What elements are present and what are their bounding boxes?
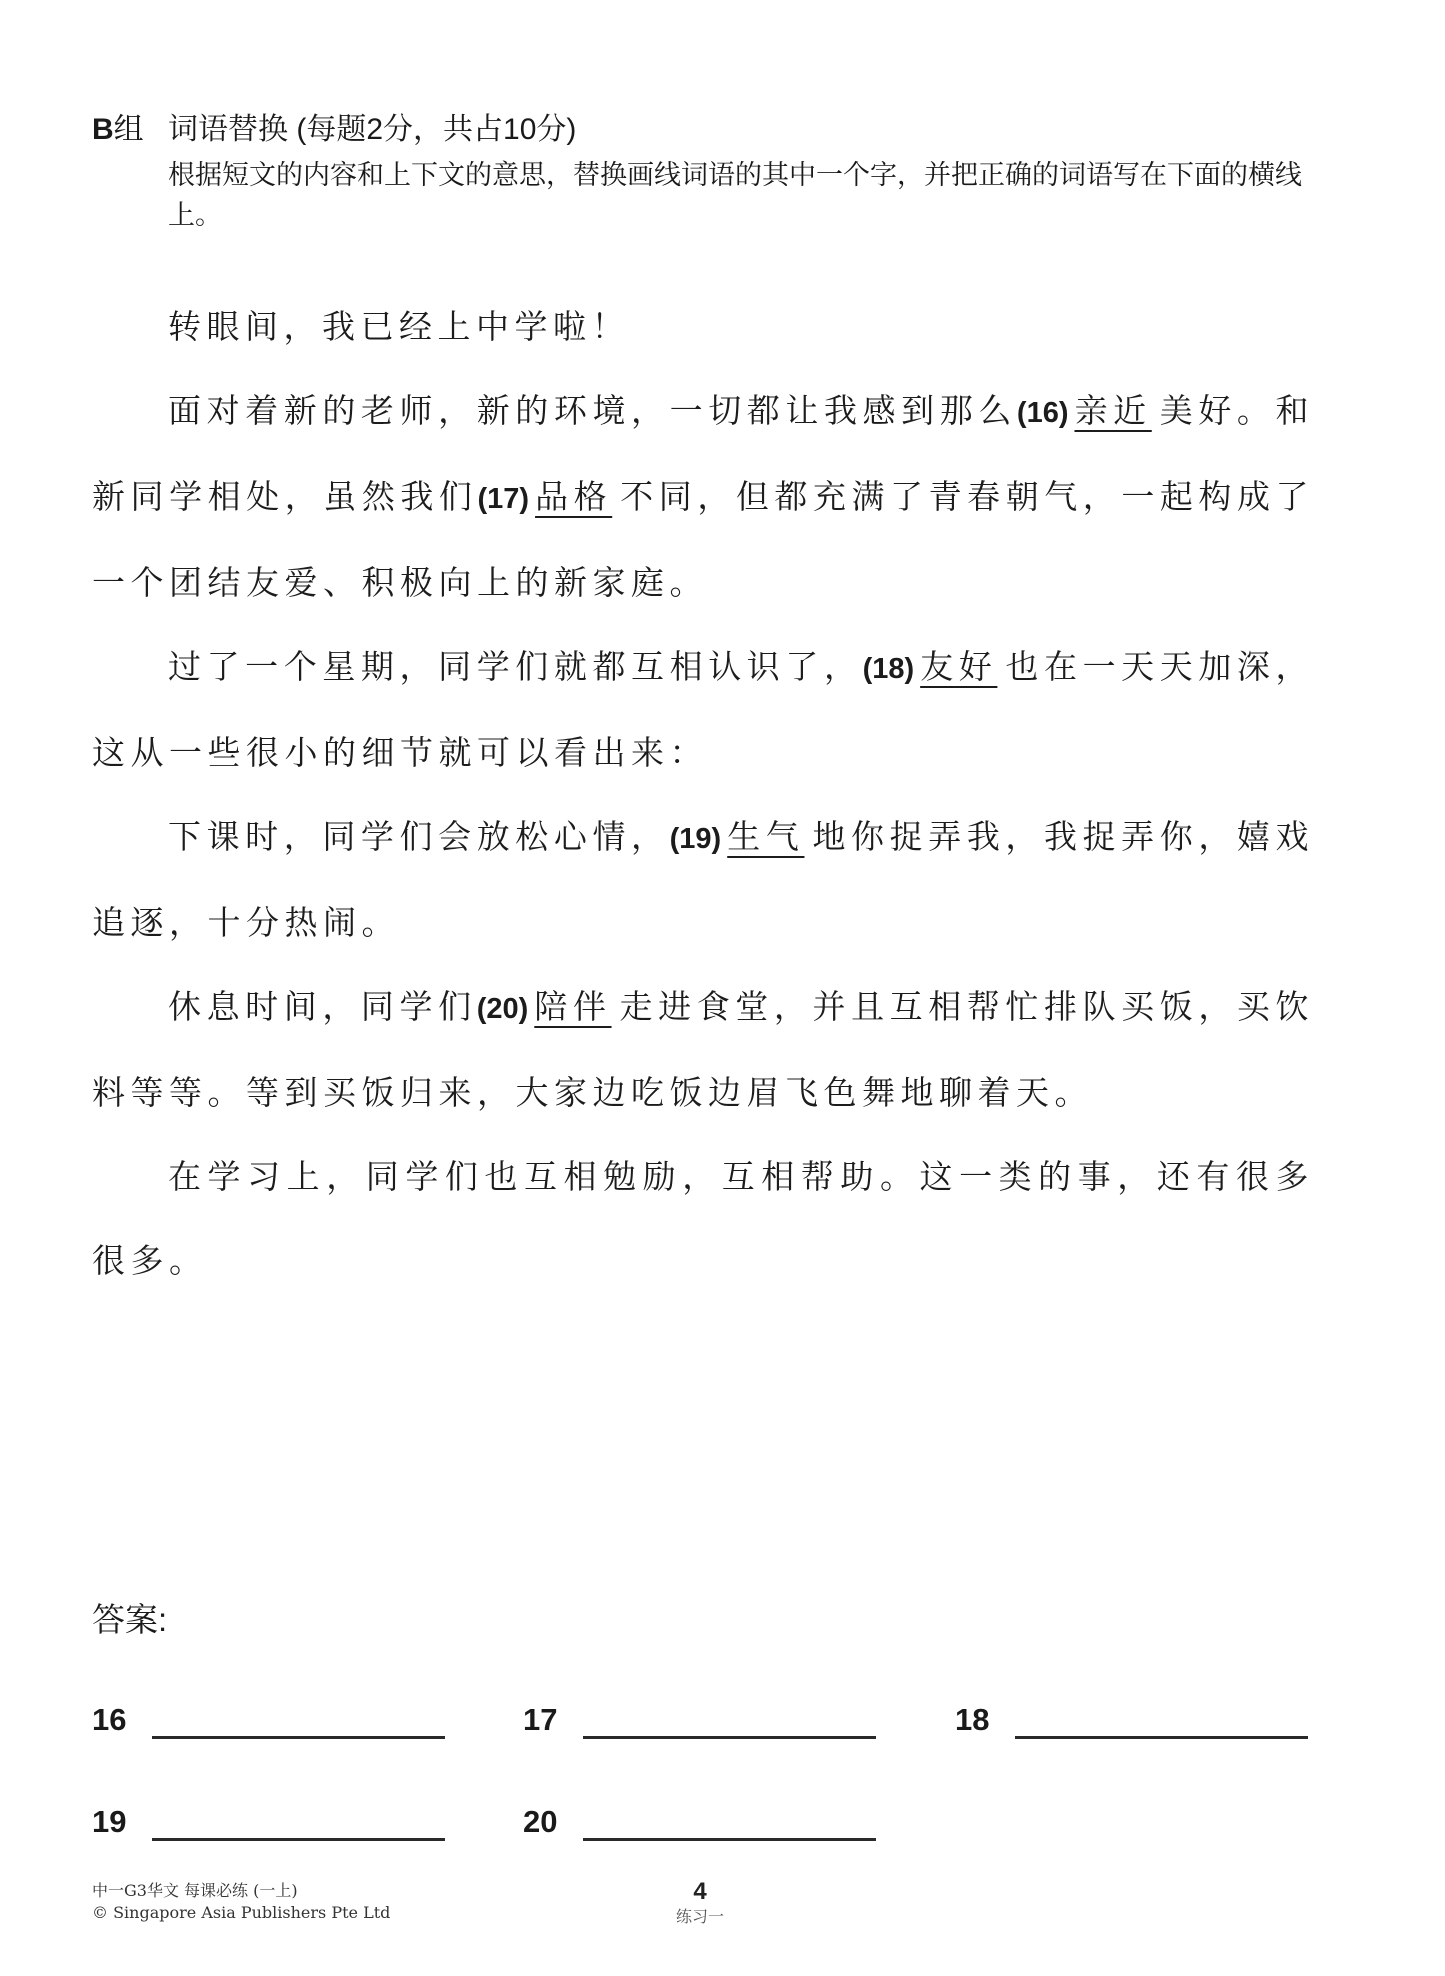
- underlined-word-19: 生气: [727, 817, 805, 856]
- answer-field-17[interactable]: [583, 1736, 876, 1739]
- paragraph-text: 也在一天天加深，这从一些很小的细节就可以看出来：: [92, 647, 1315, 772]
- paragraph-2: [92, 369, 1314, 625]
- answer-slot-19: [92, 1800, 452, 1850]
- instructions: 根据短文的内容和上下文的意思，替换画线词语的其中一个字，并把正确的词语写在下面的横线上。: [168, 160, 1302, 230]
- answer-field-20[interactable]: [583, 1838, 876, 1841]
- question-number-17: (17): [477, 483, 530, 515]
- answer-number: 20: [523, 1804, 558, 1839]
- answer-slot-20: [523, 1800, 883, 1850]
- paragraph-text: 下课时，同学们会放松心情，: [168, 817, 670, 856]
- answer-field-16[interactable]: [152, 1736, 445, 1739]
- paragraph-text: 转眼间，我已经上中学啦！: [168, 307, 630, 346]
- paragraph-6: [92, 1135, 1314, 1303]
- group-suffix: 组: [113, 113, 144, 146]
- answer-slot-17: [523, 1698, 883, 1748]
- answer-number: 16: [92, 1702, 127, 1737]
- paragraph-text: 美好。和新同学相处，虽然我们: [92, 391, 1315, 516]
- paragraph-text: 休息时间，同学们: [168, 987, 477, 1026]
- section-header: [92, 110, 576, 150]
- answer-field-19[interactable]: [152, 1838, 445, 1841]
- footer-page-info: [640, 1878, 760, 1928]
- paragraph-5: [92, 965, 1314, 1135]
- answer-slot-16: [92, 1698, 452, 1748]
- paragraph-3: [92, 625, 1314, 795]
- paragraph-text: 过了一个星期，同学们就都互相认识了，: [168, 647, 863, 686]
- copyright: © Singapore Asia Publishers Pte Ltd: [92, 1903, 391, 1922]
- paragraph-1: [92, 285, 1314, 369]
- footer-credits: [92, 1880, 390, 1924]
- underlined-word-20: 陪伴: [534, 987, 612, 1026]
- paragraph-text: 走进食堂，并且互相帮忙排队买饭，买饮料等等。等到买饭归来，大家边吃饭边眉飞色舞地聊着天。: [92, 987, 1315, 1112]
- answers-label: 答案:: [92, 1601, 168, 1638]
- paragraph-4: [92, 795, 1314, 965]
- answer-field-18[interactable]: [1015, 1736, 1308, 1739]
- paragraph-text: 不同，但都充满了青春朝气，一起构成了一个团结友爱、积极向上的新家庭。: [92, 477, 1315, 602]
- answer-number: 19: [92, 1804, 127, 1839]
- underlined-word-18: 友好: [920, 647, 998, 686]
- question-number-16: (16): [1016, 397, 1069, 429]
- section-title: 词语替换 (每题2分，共占10分): [168, 113, 577, 146]
- book-title: 中一G3华文 每课必练 (一上): [92, 1881, 298, 1900]
- answer-number: 17: [523, 1702, 558, 1737]
- answer-number: 18: [955, 1702, 990, 1737]
- question-number-19: (19): [669, 823, 722, 855]
- answer-slot-18: [955, 1698, 1315, 1748]
- paragraph-text: 地你捉弄我，我捉弄你，嬉戏追逐，十分热闹。: [92, 817, 1315, 942]
- underlined-word-16: 亲近: [1074, 391, 1152, 430]
- exercise-label: 练习一: [675, 1907, 724, 1926]
- reading-passage: [92, 285, 1314, 1303]
- question-number-20: (20): [476, 993, 529, 1025]
- page-number: 4: [693, 1878, 707, 1905]
- underlined-word-17: 品格: [535, 477, 613, 516]
- group-letter: B: [92, 113, 114, 146]
- question-number-18: (18): [862, 653, 915, 685]
- paragraph-text: 面对着新的老师，新的环境，一切都让我感到那么: [168, 391, 1017, 430]
- paragraph-text: 在学习上，同学们也互相勉励，互相帮助。这一类的事，还有很多很多。: [92, 1157, 1314, 1280]
